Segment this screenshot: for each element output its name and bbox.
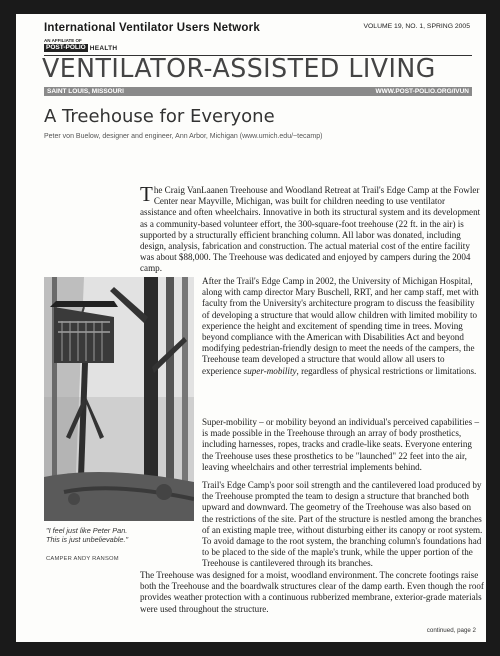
logo-health: HEALTH	[89, 44, 118, 52]
issue-info: VOLUME 19, NO. 1, SPRING 2005	[363, 23, 470, 30]
caption-credit: CAMPER ANDY RANSOM	[46, 556, 119, 562]
photo-caption-quote: "I feel just like Peter Pan. This is just unbelievable."	[46, 526, 129, 544]
paragraph-history: After the Trail's Edge Camp in 2002, the University of Michigan Hospital, along with camp director Mary Buschell, RRT, and her camp staff, met with faculty from the University's architecture program to discuss the feasibility of developing a structure that would allow children with limited mobility to experience the height and excitement of spending time in trees. Moving beyond compliance with the American with Disabilities Act and beyond modifying pedestrian-friendly design to meet the needs of the campers, the Treehouse team developed a structure that would allow all users to experience super-mobility, regardless of physical restrictions or limitations.	[202, 276, 479, 376]
paragraph-environment: The Treehouse was designed for a moist, woodland environment. The concrete footings raise both the Treehouse and the boardwalk structures clear of the damp earth. Even though the roof provides weather protection with a continuous rubberized membrane, exterior-grade materials were used throughout the structure.	[140, 570, 484, 614]
super-mobility-term: super-mobility	[243, 365, 297, 376]
paragraph-structure: Trail's Edge Camp's poor soil strength and the cantilevered load produced by the Treehouse prompted the team to design a structure that branched both upward and downward. The geometry of the Treehouse was also based on the restrictions of the site. Part of the structure is nestled among the branches of an existing maple tree, without disturbing either its canopy or root system. To avoid damage to the root system, the branching column's foundations had to be placed to the side of the maple's trunk, while the upper portion of the Treehouse is cantilevered through its branches.	[202, 480, 483, 569]
affiliate-label: AN AFFILIATE OF	[44, 38, 82, 43]
post-polio-health-logo	[44, 44, 117, 52]
article-byline: Peter von Buelow, designer and engineer, Ann Arbor, Michigan (www.umich.edu/~tecamp)	[44, 133, 323, 140]
drop-cap: T	[140, 182, 153, 206]
masthead-title: VENTILATOR-ASSISTED LIVING	[42, 54, 436, 84]
organization-name: International Ventilator Users Network	[44, 22, 260, 34]
masthead-bar	[44, 87, 472, 96]
continued-note: continued, page 2	[426, 627, 476, 634]
newsletter-page	[16, 14, 486, 642]
treehouse-photo	[44, 277, 194, 521]
article-headline: A Treehouse for Everyone	[44, 106, 275, 127]
website-link[interactable]: WWW.POST-POLIO.ORG/IVUN	[375, 87, 469, 95]
paragraph-intro: The Craig VanLaanen Treehouse and Woodland Retreat at Trail's Edge Camp at the Fowler Center near Mayville, Michigan, was built for children needing to use ventilator assistance and often wheelchairs. Innovative in both its structural system and its development as a community-based volunteer effort, the 300-square-foot treehouse (22 ft. in the air) is supported by a structurally efficient branching column. All labor was donated, including design, analysis, fabrication and construction. The actual material cost of the entire facility was about $88,000. The Treehouse was dedicated and enjoyed by campers during the 2004 camp.	[140, 182, 481, 274]
paragraph-super-mobility: Super-mobility – or mobility beyond an individual's perceived capabilities – is made possible in the Treehouse through an array of body prosthetics, including harnesses, ropes, tracks and cradle-like seats. Everyone entering the Treehouse uses these prosthetics to be "launched" 22 feet into the air, leaving wheelchairs and other terrestrial implements behind.	[202, 417, 479, 472]
location-label: SAINT LOUIS, MISSOURI	[47, 87, 124, 95]
logo-post-polio: POST-POLIO	[46, 44, 86, 51]
